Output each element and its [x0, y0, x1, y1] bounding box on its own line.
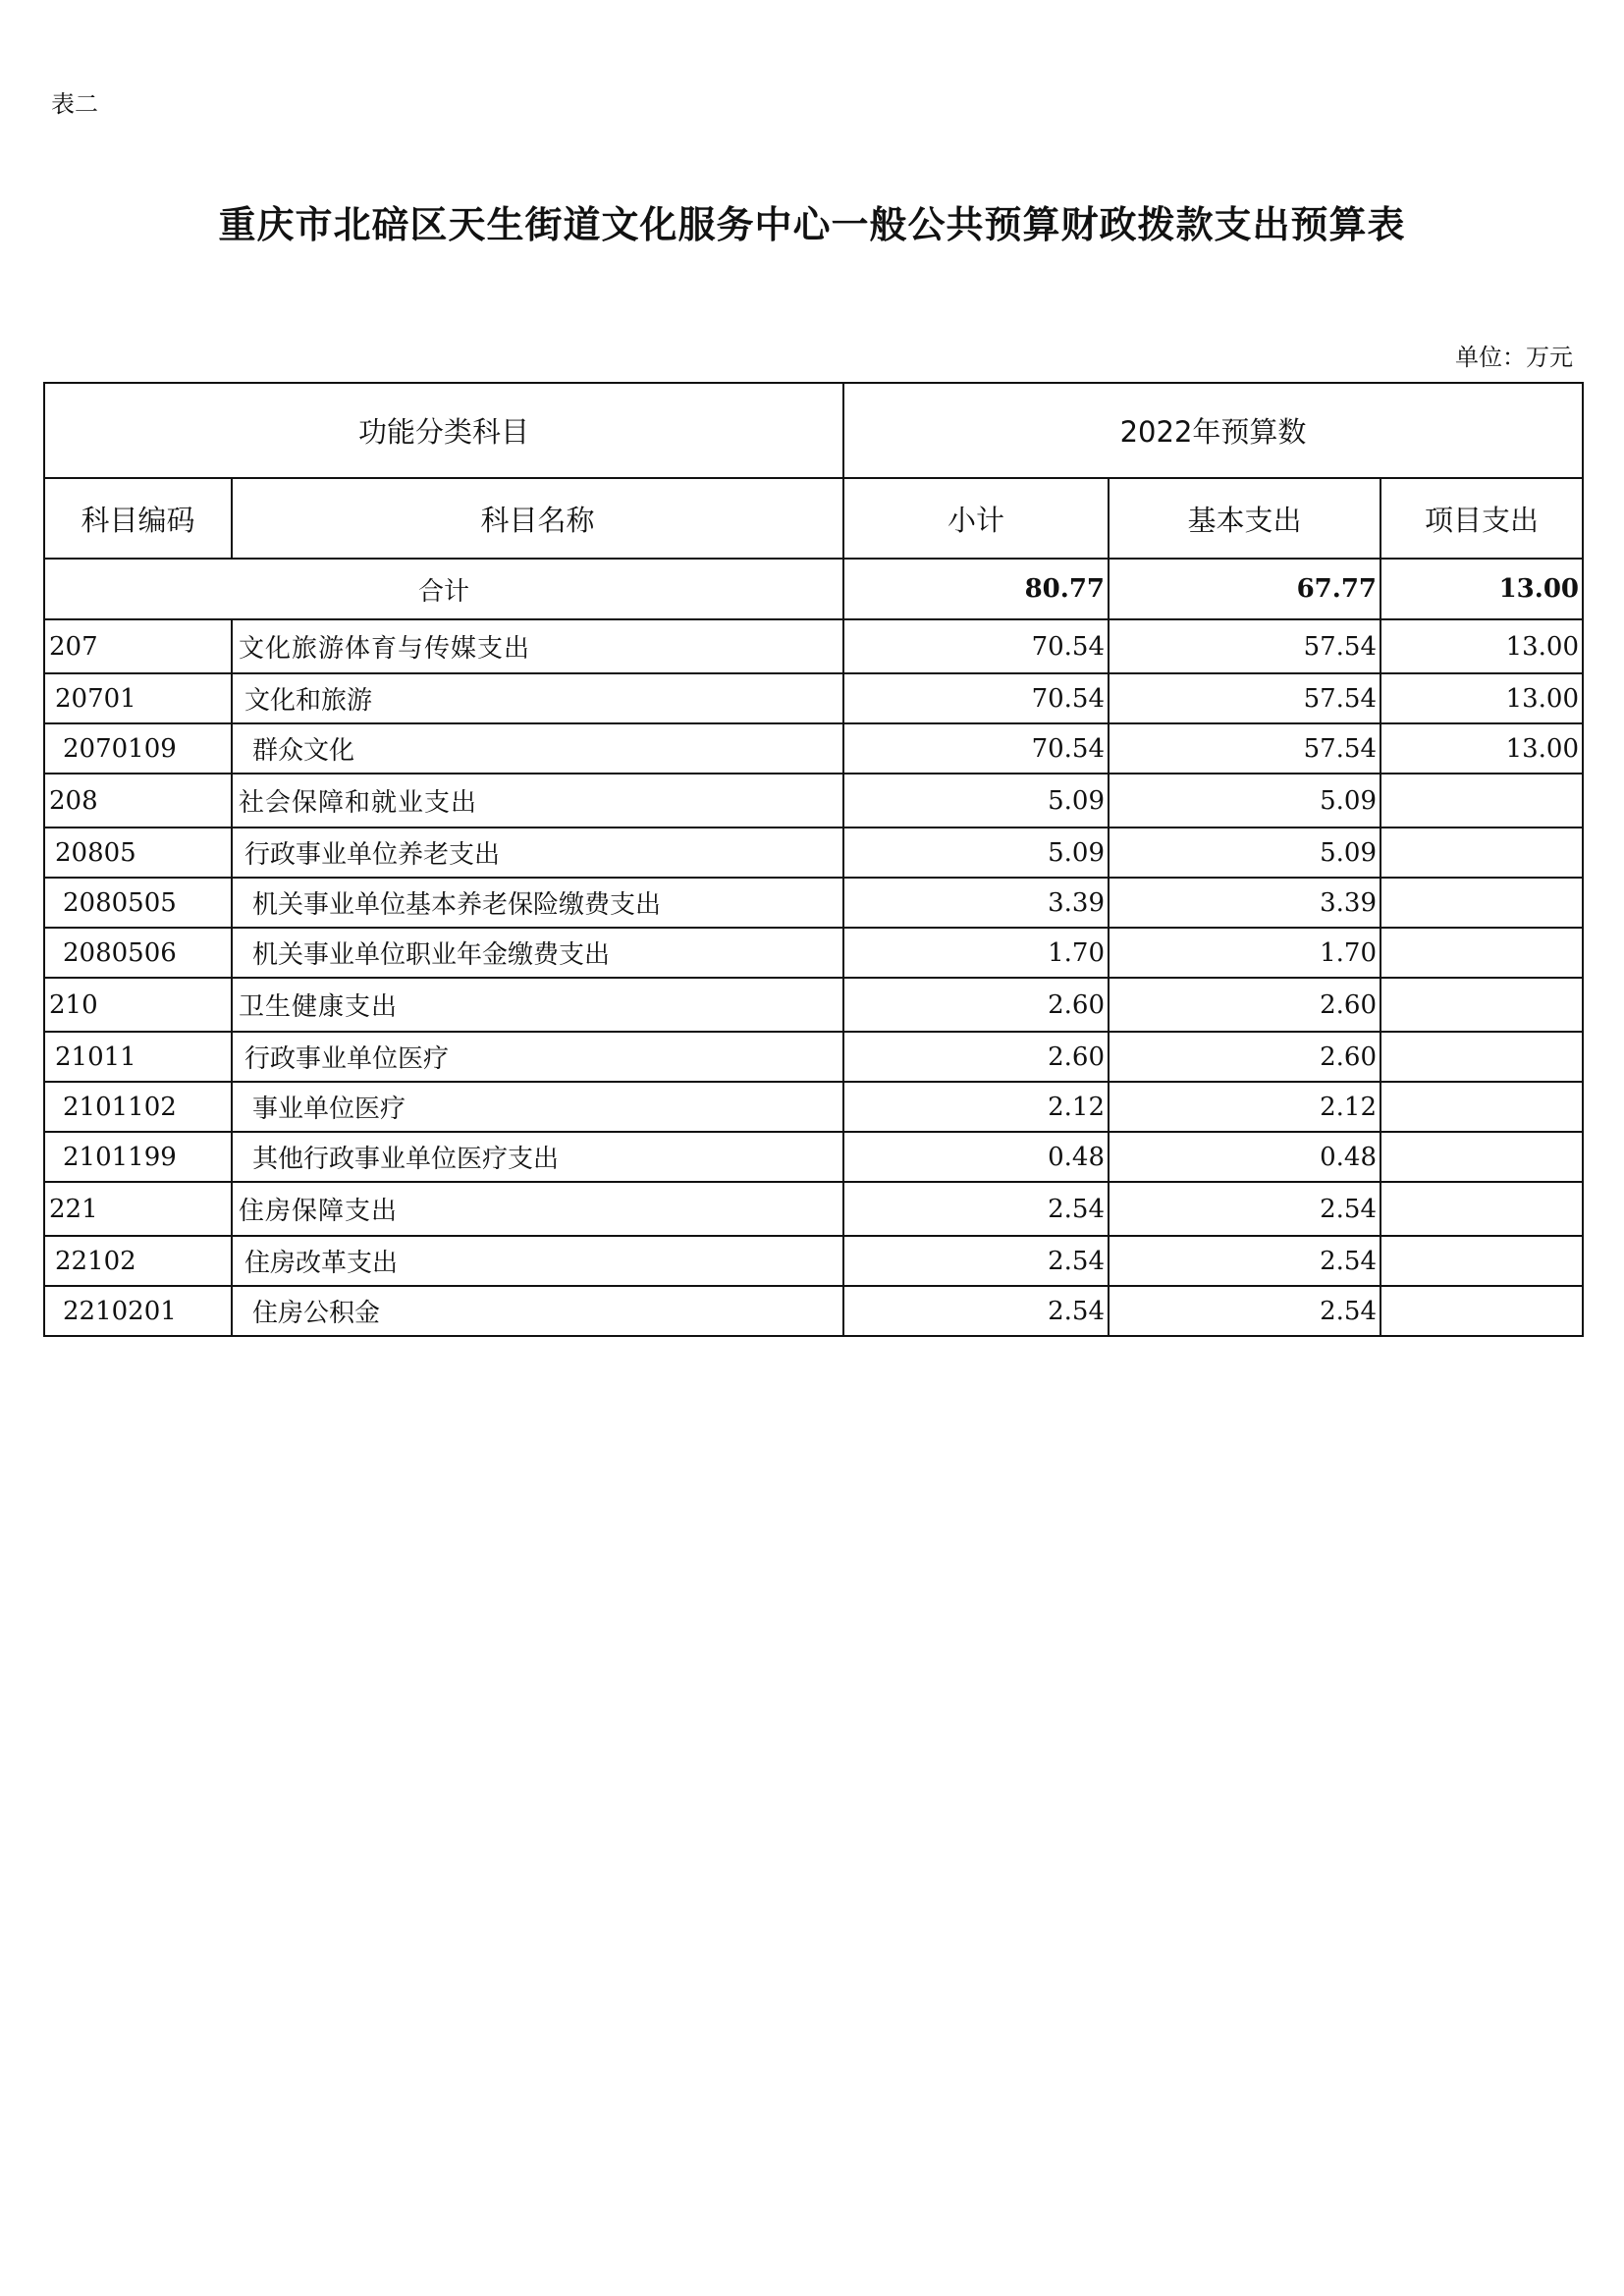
row-project: [1380, 1182, 1583, 1236]
row-name: 住房改革支出: [232, 1236, 843, 1286]
table-body: [44, 559, 1583, 1336]
row-basic: 3.39: [1109, 878, 1380, 928]
row-name: 住房保障支出: [232, 1182, 843, 1236]
table-row: [44, 1236, 1583, 1286]
row-subtotal: 2.12: [843, 1082, 1109, 1132]
row-basic: 2.60: [1109, 1032, 1380, 1082]
row-subtotal: 2.54: [843, 1286, 1109, 1336]
header-function-category: 功能分类科目: [44, 383, 843, 478]
row-code: 221: [44, 1182, 232, 1236]
table-row: [44, 1286, 1583, 1336]
row-project: 13.00: [1380, 673, 1583, 723]
row-subtotal: 2.54: [843, 1236, 1109, 1286]
header-code: 科目编码: [44, 478, 232, 559]
row-project: [1380, 978, 1583, 1032]
table-row: [44, 1182, 1583, 1236]
row-code: 2101199: [44, 1132, 232, 1182]
row-subtotal: 5.09: [843, 828, 1109, 878]
row-project: [1380, 1132, 1583, 1182]
row-subtotal: 3.39: [843, 878, 1109, 928]
row-code: 21011: [44, 1032, 232, 1082]
row-code: 208: [44, 774, 232, 828]
row-basic: 5.09: [1109, 828, 1380, 878]
row-subtotal: 1.70: [843, 928, 1109, 978]
row-code: 2070109: [44, 723, 232, 774]
total-subtotal: 80.77: [843, 559, 1109, 619]
total-label: 合计: [44, 559, 843, 619]
table-row: [44, 828, 1583, 878]
row-code: 22102: [44, 1236, 232, 1286]
row-project: [1380, 878, 1583, 928]
row-code: 2080506: [44, 928, 232, 978]
header-budget-2022: 2022年预算数: [843, 383, 1583, 478]
table-row: [44, 1132, 1583, 1182]
row-basic: 5.09: [1109, 774, 1380, 828]
row-project: 13.00: [1380, 619, 1583, 673]
row-basic: 57.54: [1109, 723, 1380, 774]
row-name: 社会保障和就业支出: [232, 774, 843, 828]
page-title: 重庆市北碚区天生街道文化服务中心一般公共预算财政拨款支出预算表: [218, 202, 1406, 246]
row-name: 机关事业单位职业年金缴费支出: [232, 928, 843, 978]
table-row: [44, 673, 1583, 723]
table-row: [44, 619, 1583, 673]
row-subtotal: 2.60: [843, 978, 1109, 1032]
row-code: 20701: [44, 673, 232, 723]
row-name: 其他行政事业单位医疗支出: [232, 1132, 843, 1182]
table-row: [44, 723, 1583, 774]
unit-label: 单位：万元: [1455, 344, 1573, 371]
table-row: [44, 1082, 1583, 1132]
total-row: [44, 559, 1583, 619]
row-basic: 1.70: [1109, 928, 1380, 978]
row-code: 2210201: [44, 1286, 232, 1336]
row-subtotal: 5.09: [843, 774, 1109, 828]
row-name: 群众文化: [232, 723, 843, 774]
row-project: [1380, 1032, 1583, 1082]
row-basic: 2.60: [1109, 978, 1380, 1032]
row-name: 卫生健康支出: [232, 978, 843, 1032]
row-subtotal: 70.54: [843, 673, 1109, 723]
row-name: 文化和旅游: [232, 673, 843, 723]
row-project: 13.00: [1380, 723, 1583, 774]
row-subtotal: 2.54: [843, 1182, 1109, 1236]
table-row: [44, 878, 1583, 928]
row-name: 机关事业单位基本养老保险缴费支出: [232, 878, 843, 928]
budget-table: [43, 382, 1584, 1337]
row-basic: 57.54: [1109, 673, 1380, 723]
header-name: 科目名称: [232, 478, 843, 559]
table-row: [44, 1032, 1583, 1082]
row-project: [1380, 828, 1583, 878]
row-code: 20805: [44, 828, 232, 878]
row-basic: 0.48: [1109, 1132, 1380, 1182]
row-name: 文化旅游体育与传媒支出: [232, 619, 843, 673]
row-basic: 2.54: [1109, 1236, 1380, 1286]
row-project: [1380, 1082, 1583, 1132]
table-row: [44, 978, 1583, 1032]
row-name: 行政事业单位养老支出: [232, 828, 843, 878]
header-project: 项目支出: [1380, 478, 1583, 559]
row-code: 2080505: [44, 878, 232, 928]
row-code: 2101102: [44, 1082, 232, 1132]
row-subtotal: 70.54: [843, 723, 1109, 774]
row-project: [1380, 928, 1583, 978]
row-name: 行政事业单位医疗: [232, 1032, 843, 1082]
total-basic: 67.77: [1109, 559, 1380, 619]
total-project: 13.00: [1380, 559, 1583, 619]
row-basic: 2.54: [1109, 1286, 1380, 1336]
row-project: [1380, 1236, 1583, 1286]
row-basic: 57.54: [1109, 619, 1380, 673]
row-name: 住房公积金: [232, 1286, 843, 1336]
header-basic: 基本支出: [1109, 478, 1380, 559]
page-label: 表二: [51, 90, 98, 118]
row-project: [1380, 1286, 1583, 1336]
row-basic: 2.12: [1109, 1082, 1380, 1132]
row-subtotal: 70.54: [843, 619, 1109, 673]
row-code: 210: [44, 978, 232, 1032]
row-name: 事业单位医疗: [232, 1082, 843, 1132]
row-subtotal: 2.60: [843, 1032, 1109, 1082]
table-row: [44, 774, 1583, 828]
row-project: [1380, 774, 1583, 828]
table-row: [44, 928, 1583, 978]
row-basic: 2.54: [1109, 1182, 1380, 1236]
row-subtotal: 0.48: [843, 1132, 1109, 1182]
row-code: 207: [44, 619, 232, 673]
header-subtotal: 小计: [843, 478, 1109, 559]
